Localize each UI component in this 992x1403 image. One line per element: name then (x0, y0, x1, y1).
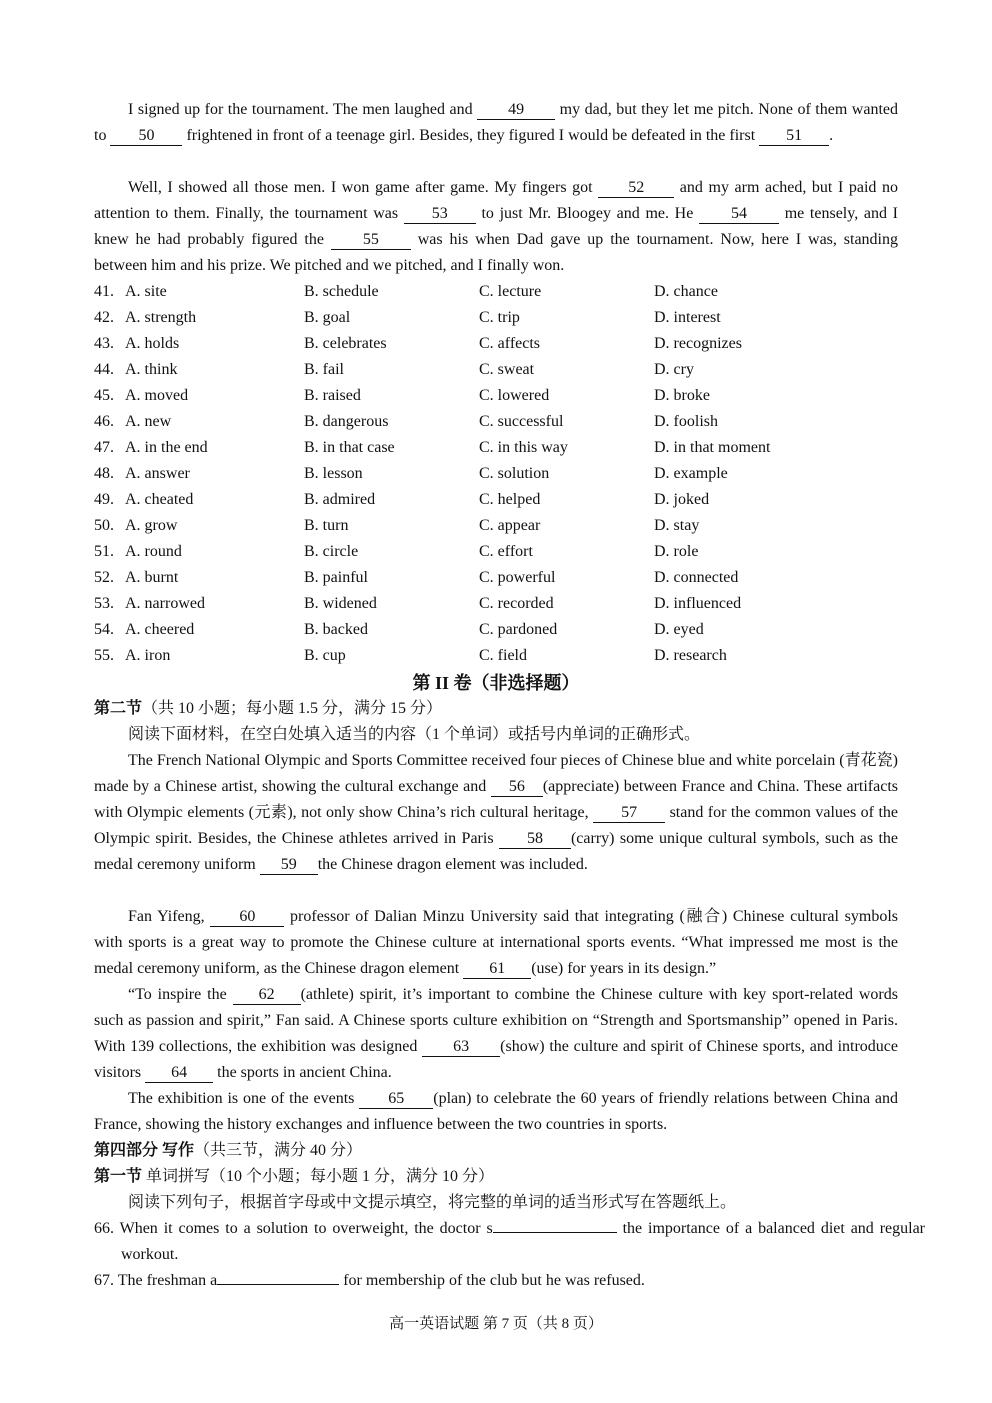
option-c: C. appear (479, 517, 541, 534)
option-a: A. burnt (125, 569, 179, 586)
blank-56: 56 (491, 778, 543, 797)
text: professor of Dalian Minzu University said that integrating (融合) Chinese cultural symbols with sports is a great way to promote the Chinese culture at international sports events. “What impressed me most is the medal ceremony uniform, as the Chinese dragon element (94, 908, 898, 977)
section1-label: 第一节 (94, 1168, 143, 1185)
text: for membership of the club but he was refused. (339, 1272, 645, 1289)
text: frightened in front of a teenage girl. Besides, they figured I would be defeated in the first (182, 127, 760, 144)
grammar-paragraph-3 (94, 982, 898, 1086)
option-b: B. admired (304, 491, 376, 508)
option-row (94, 305, 898, 331)
spelling-item-67 (94, 1268, 925, 1294)
text: to just Mr. Bloogey and me. He (475, 205, 700, 222)
blank-52: 52 (598, 179, 674, 198)
question-number: 52. (94, 569, 114, 586)
question-number: 49. (94, 491, 114, 508)
grammar-paragraph-4 (94, 1086, 898, 1138)
option-row (94, 565, 898, 591)
text: and my arm ached, but I paid no attention to them. Finally, the tournament was (94, 179, 899, 222)
grammar-paragraph-2 (94, 904, 898, 982)
option-d: D. in that moment (654, 439, 771, 456)
text: (appreciate) between France and China. These artifacts with Olympic elements (元素), not only show China’s rich cultural heritage, (94, 778, 899, 821)
part4-desc: （共三节，满分 40 分） (194, 1142, 363, 1159)
option-row (94, 461, 898, 487)
option-b: B. painful (304, 569, 368, 586)
section1-heading (94, 1164, 494, 1190)
question-number: 43. (94, 335, 114, 352)
text: Well, I showed all those men. I won game after game. My fingers got (128, 179, 599, 196)
question-number: 46. (94, 413, 114, 430)
option-row (94, 357, 898, 383)
part2-title: 第 II 卷（非选择题） (412, 673, 580, 693)
option-c: C. affects (479, 335, 541, 352)
option-b: B. goal (304, 309, 351, 326)
option-d: D. cry (654, 361, 694, 378)
section2-desc: （共 10 小题；每小题 1.5 分，满分 15 分） (142, 700, 443, 717)
text: I signed up for the tournament. The men laughed and (128, 101, 478, 118)
text: Fan Yifeng, (128, 908, 211, 925)
blank-55: 55 (331, 231, 411, 250)
option-row (94, 279, 898, 305)
option-d: D. example (654, 465, 728, 482)
option-a: A. round (125, 543, 182, 560)
option-d: D. stay (654, 517, 700, 534)
option-d: D. joked (654, 491, 710, 508)
text: 67. The freshman a (94, 1272, 218, 1289)
blank-60: 60 (210, 908, 284, 927)
blank-58: 58 (499, 830, 571, 849)
option-a: A. holds (125, 335, 180, 352)
option-row (94, 435, 898, 461)
option-c: C. lecture (479, 283, 542, 300)
option-c: C. helped (479, 491, 541, 508)
question-number: 50. (94, 517, 114, 534)
text: “To inspire the (128, 986, 233, 1003)
option-row (94, 383, 898, 409)
option-a: A. cheated (125, 491, 194, 508)
option-b: B. lesson (304, 465, 363, 482)
option-row (94, 591, 898, 617)
blank-63: 63 (422, 1038, 500, 1057)
option-c: C. trip (479, 309, 520, 326)
question-number: 42. (94, 309, 114, 326)
option-row (94, 643, 898, 669)
option-b: B. celebrates (304, 335, 387, 352)
blank-64: 64 (145, 1064, 213, 1083)
question-number: 53. (94, 595, 114, 612)
option-b: B. widened (304, 595, 377, 612)
text: me tensely, and I knew he had probably figured the (94, 205, 899, 248)
option-row (94, 513, 898, 539)
cloze-paragraph-1 (94, 97, 898, 149)
option-d: D. broke (654, 387, 710, 404)
option-b: B. raised (304, 387, 361, 404)
section2-label: 第二节 (94, 700, 143, 717)
text: The exhibition is one of the events (128, 1090, 360, 1107)
grammar-paragraph-1 (94, 748, 898, 878)
section2-instruction: 阅读下面材料，在空白处填入适当的内容（1 个单词）或括号内单词的正确形式。 (128, 726, 701, 743)
spelling-blank-66 (493, 1232, 617, 1233)
option-d: D. role (654, 543, 699, 560)
option-a: A. narrowed (125, 595, 205, 612)
blank-54: 54 (699, 205, 779, 224)
text: (carry) some unique cultural symbols, such as the medal ceremony uniform (94, 830, 898, 873)
text: (plan) to celebrate the 60 years of friendly relations between China and France, showing the history exchanges and influence between the two countries in sports. (94, 1090, 899, 1133)
option-d: D. chance (654, 283, 718, 300)
option-d: D. recognizes (654, 335, 742, 352)
option-a: A. site (125, 283, 167, 300)
question-number: 54. (94, 621, 114, 638)
option-a: A. strength (125, 309, 197, 326)
cloze-paragraph-2 (94, 175, 898, 279)
option-b: B. backed (304, 621, 368, 638)
part4-heading (94, 1138, 362, 1164)
option-row (94, 409, 898, 435)
text: the importance of a balanced diet and regular workout. (121, 1220, 925, 1263)
blank-49: 49 (477, 101, 555, 120)
option-c: C. successful (479, 413, 564, 430)
option-c: C. effort (479, 543, 533, 560)
blank-57: 57 (593, 804, 665, 823)
blank-51: 51 (759, 127, 829, 146)
option-d: D. interest (654, 309, 721, 326)
option-b: B. turn (304, 517, 349, 534)
option-c: C. lowered (479, 387, 550, 404)
text: 66. When it comes to a solution to overweight, the doctor s (94, 1220, 493, 1237)
blank-61: 61 (463, 960, 531, 979)
blank-50: 50 (110, 127, 182, 146)
text: (use) for years in its design.” (531, 960, 717, 977)
blank-59: 59 (260, 856, 318, 875)
option-d: D. influenced (654, 595, 742, 612)
option-c: C. pardoned (479, 621, 558, 638)
text: . (829, 127, 834, 144)
option-c: C. recorded (479, 595, 554, 612)
text: stand for the common values of the Olympic spirit. Besides, the Chinese athletes arrived in Paris (94, 804, 899, 847)
option-c: C. in this way (479, 439, 568, 456)
option-c: C. solution (479, 465, 550, 482)
question-number: 41. (94, 283, 114, 300)
question-number: 47. (94, 439, 114, 456)
option-a: A. iron (125, 647, 171, 664)
option-a: A. moved (125, 387, 189, 404)
option-d: D. eyed (654, 621, 704, 638)
option-b: B. circle (304, 543, 359, 560)
part4-label: 第四部分 写作 (94, 1142, 195, 1159)
text: the Chinese dragon element was included. (317, 856, 588, 873)
option-row (94, 331, 898, 357)
option-c: C. field (479, 647, 527, 664)
option-b: B. fail (304, 361, 344, 378)
option-a: A. cheered (125, 621, 195, 638)
text: The French National Olympic and Sports Committee received four pieces of Chinese blue and white porcelain (青花瓷) made by a Chinese artist, showing the cultural exchange and (94, 752, 898, 795)
text: my dad, but they let me pitch. None of them wanted to (94, 101, 899, 144)
option-d: D. research (654, 647, 727, 664)
option-a: A. grow (125, 517, 178, 534)
section1-instruction: 阅读下列句子，根据首字母或中文提示填空，将完整的单词的适当形式写在答题纸上。 (128, 1194, 737, 1211)
option-row (94, 617, 898, 643)
blank-53: 53 (404, 205, 476, 224)
text: was his when Dad gave up the tournament. Now, here I was, standing between him and his prize. We pitched and we pitched, and I finally won. (94, 231, 899, 274)
text: (show) the culture and spirit of Chinese sports, and introduce visitors (94, 1038, 898, 1081)
section1-desc: 单词拼写（10 个小题；每小题 1 分，满分 10 分） (146, 1168, 495, 1185)
blank-65: 65 (359, 1090, 433, 1109)
text: the sports in ancient China. (213, 1064, 392, 1081)
option-b: B. schedule (304, 283, 379, 300)
section2-heading (94, 696, 442, 722)
option-b: B. cup (304, 647, 346, 664)
blank-62: 62 (233, 986, 301, 1005)
option-b: B. dangerous (304, 413, 389, 430)
text: (athlete) spirit, it’s important to combine the Chinese culture with key sport-related words such as passion and spirit,” Fan said. A Chinese sports culture exhibition on “Strength and Sportsmanship” opened in Paris. With 139 collections, the exhibition was designed (94, 986, 898, 1055)
question-number: 55. (94, 647, 114, 664)
option-d: D. connected (654, 569, 739, 586)
option-a: A. answer (125, 465, 190, 482)
option-a: A. new (125, 413, 172, 430)
option-b: B. in that case (304, 439, 395, 456)
option-a: A. in the end (125, 439, 208, 456)
option-row (94, 487, 898, 513)
question-number: 51. (94, 543, 114, 560)
option-row (94, 539, 898, 565)
option-a: A. think (125, 361, 178, 378)
option-c: C. sweat (479, 361, 535, 378)
option-c: C. powerful (479, 569, 556, 586)
spelling-item-66 (94, 1216, 925, 1268)
question-number: 48. (94, 465, 114, 482)
question-number: 44. (94, 361, 114, 378)
page-footer: 高一英语试题 第 7 页（共 8 页） (389, 1316, 603, 1332)
question-number: 45. (94, 387, 114, 404)
spelling-blank-67 (217, 1284, 339, 1285)
option-d: D. foolish (654, 413, 718, 430)
